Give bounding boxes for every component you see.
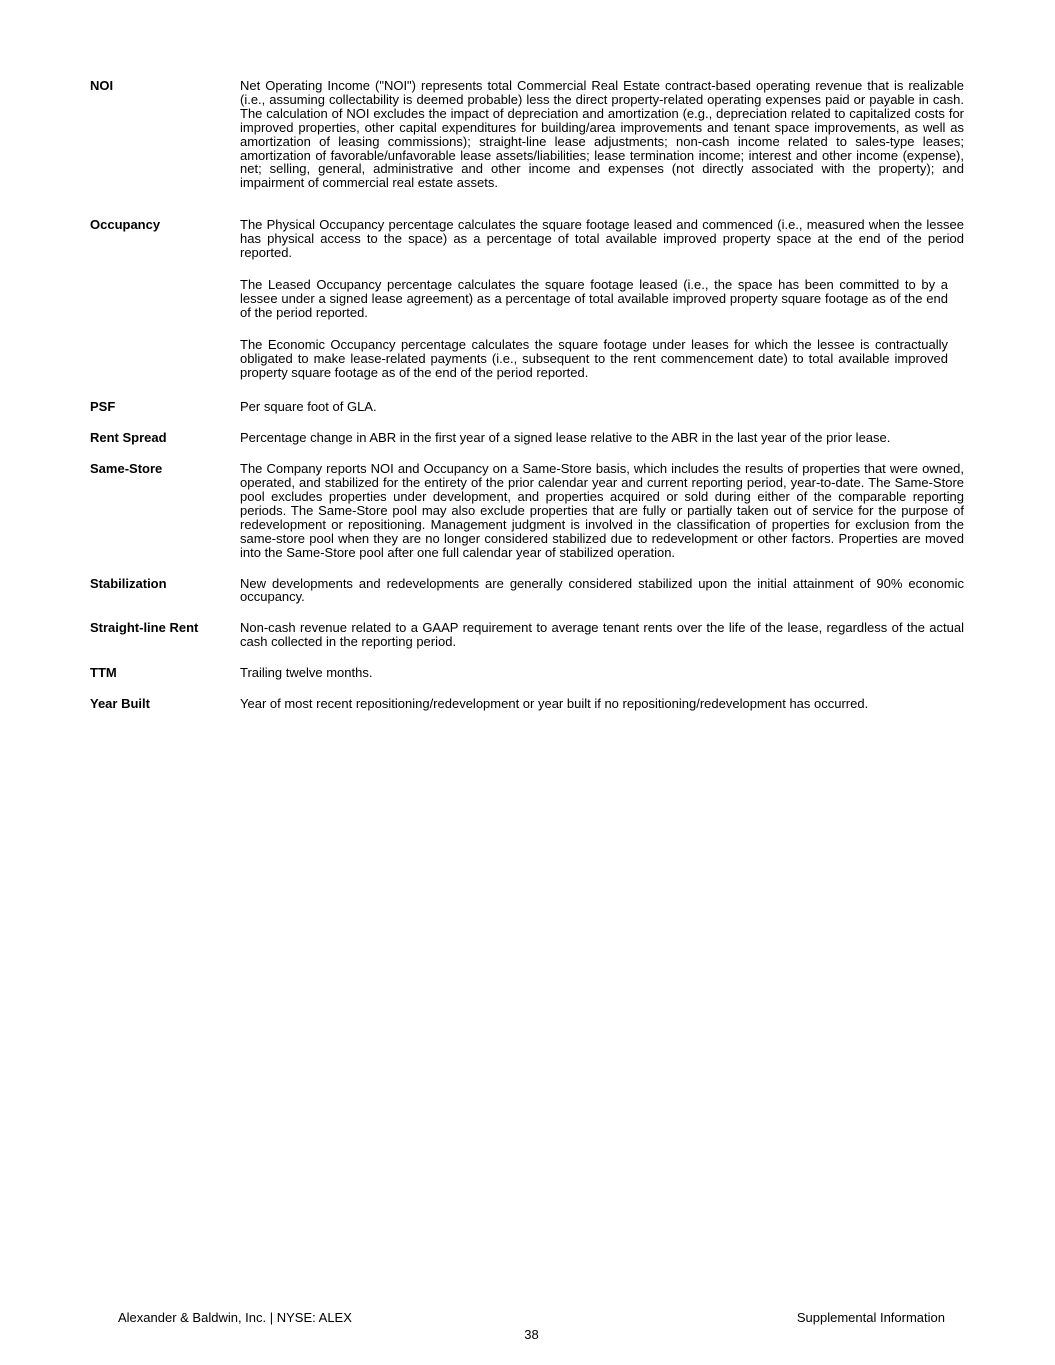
page-number: 38 (524, 1327, 539, 1342)
definition-paragraph: New developments and redevelopments are generally considered stabilized upon the initial attainment of 90% economic occupancy. (240, 575, 964, 605)
definition (240, 621, 964, 649)
term-label: NOI (90, 78, 114, 93)
definition (240, 400, 964, 414)
definition-paragraph: Net Operating Income ("NOI") represents total Commercial Real Estate contract-based operating revenue that is realizable (i.e., assuming collectability is deemed probable) less the direct property-related operating expenses paid or payable in cash. The calculation of NOI excludes the impact of depreciation and amortization (e.g., depreciation related to capitalized costs for improved properties, other capital expenditures for building/area improvements and tenant space improvements, as well as amortization of leasing commissions); straight-line lease adjustments; non-cash income related to sales-type leases; amortization of favorable/unfavorable lease assets/liabilities; lease termination income; interest and other income (expense), net; selling, general, administrative and other income and expenses (not directly associated with the property); and impairment of commercial real estate assets. (240, 78, 964, 191)
definition-paragraph: Year of most recent repositioning/redevelopment or year built if no repositioning/redevelopment has occurred. (240, 696, 869, 712)
term-label: PSF (90, 399, 116, 415)
definition-paragraph: Trailing twelve months. (240, 665, 373, 681)
definition-paragraph: The Company reports NOI and Occupancy on a Same-Store basis, which includes the results of properties that were owned, operated, and stabilized for the entirety of the prior calendar year and current reporting period, year-to-date. The Same-Store pool excludes properties under development, and properties acquired or sold during either of the comparable reporting periods. The Same-Store pool may also exclude properties that are fully or partially taken out of service for the purpose of redevelopment or repositioning. Management judgment is involved in the classification of properties for exclusion from the same-store pool when they are no longer considered stabilized due to redevelopment or other factors. Properties are moved into the Same-Store pool after one full calendar year of stabilized operation. (240, 461, 964, 560)
glossary-entry-straight-line-rent (90, 621, 964, 649)
definition-paragraph: Non-cash revenue related to a GAAP requirement to average tenant rents over the life of the lease, regardless of the actual cash collected in the reporting period. (240, 620, 964, 650)
glossary-entry-ttm (90, 666, 964, 680)
definition (240, 218, 964, 379)
definition-paragraph: The Physical Occupancy percentage calculates the square footage leased and commenced (i.e., measured when the lessee has physical access to the space) as a percentage of total available improved property space at the end of the period reported. (240, 217, 964, 261)
definition (240, 697, 964, 711)
glossary-entry-stabilization (90, 577, 964, 605)
glossary-entry-same-store (90, 462, 964, 559)
footer-company: Alexander & Baldwin, Inc. | NYSE: ALEX (118, 1310, 352, 1325)
definition (240, 431, 964, 445)
definition (240, 462, 964, 559)
term-label: Stabilization (90, 575, 167, 591)
definition (240, 79, 964, 190)
term-label: Year Built (90, 696, 150, 712)
definition-paragraph: Per square foot of GLA. (240, 399, 377, 415)
term-label: Rent Spread (90, 430, 167, 446)
glossary-entry-occupancy (90, 218, 964, 379)
glossary-entry-rent-spread (90, 431, 964, 445)
definition-paragraph: Percentage change in ABR in the first year of a signed lease relative to the ABR in the last year of the prior lease. (240, 430, 891, 446)
definition (240, 577, 964, 605)
term-label: Straight-line Rent (90, 620, 199, 636)
footer-section: Supplemental Information (796, 1310, 945, 1325)
glossary-entry-year-built (90, 697, 964, 711)
definition-paragraph: The Economic Occupancy percentage calculates the square footage under leases for which the lessee is contractually obligated to make lease-related payments (i.e., subsequent to the rent commencement date) to total available improved property square footage as of the end of the period reported. (240, 336, 948, 380)
term-label: Occupancy (90, 217, 161, 233)
term-label: Same-Store (90, 461, 163, 477)
term-label: TTM (90, 665, 117, 681)
glossary (90, 79, 964, 711)
glossary-entry-psf (90, 400, 964, 414)
glossary-entry-noi (90, 79, 964, 190)
definition (240, 666, 964, 680)
definition-paragraph: The Leased Occupancy percentage calculates the square footage leased (i.e., the space has been committed to by a lessee under a signed lease agreement) as a percentage of total available improved property square footage as of the end of the period reported. (240, 276, 948, 320)
